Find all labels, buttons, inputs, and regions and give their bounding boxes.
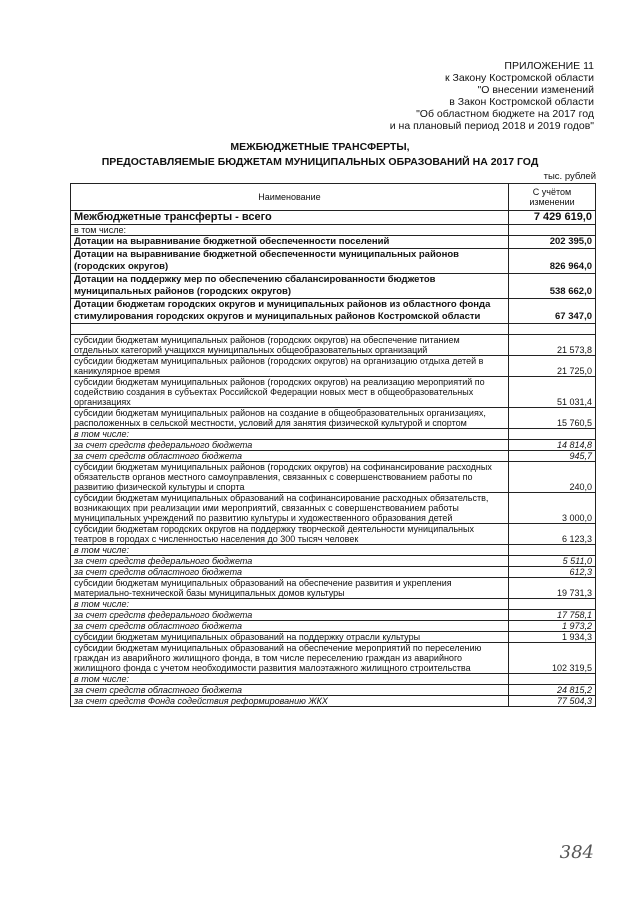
row-amount: 24 815,2 (509, 685, 596, 696)
table-row (71, 462, 596, 493)
row-amount: 945,7 (509, 451, 596, 462)
table-row (71, 324, 596, 335)
row-amount: 1 934,3 (509, 632, 596, 643)
row-name: за счет средств областного бюджета (71, 567, 509, 578)
transfers-table (70, 183, 596, 707)
table-row (71, 451, 596, 462)
appendix-line: "О внесении изменений (477, 84, 594, 96)
row-amount: 612,3 (509, 567, 596, 578)
row-name: за счет средств Фонда содействия реформированию ЖКХ (71, 696, 509, 707)
row-name: в том числе: (71, 545, 509, 556)
row-name: в том числе: (71, 429, 509, 440)
row-name: субсидии бюджетам муниципальных районов (городских округов) на реализацию мероприятий по содействию создания в субъектах Российской Федерации новых мест в общеобразовательных организациях (71, 377, 509, 408)
appendix-line: ПРИЛОЖЕНИЕ 11 (504, 60, 594, 72)
row-name: Дотации на выравнивание бюджетной обеспеченности муниципальных районов (городских округов) (71, 249, 509, 274)
row-amount: 14 814,8 (509, 440, 596, 451)
table-row (71, 599, 596, 610)
row-name: за счет средств областного бюджета (71, 685, 509, 696)
row-name: Дотации на поддержку мер по обеспечению сбалансированности бюджетов муниципальных районов (городских округов) (71, 274, 509, 299)
table-row (71, 299, 596, 324)
row-name: в том числе: (71, 674, 509, 685)
row-amount: 21 725,0 (509, 356, 596, 377)
row-name: субсидии бюджетам муниципальных районов на создание в общеобразовательных организациях, расположенных в сельской местности, условий для занятия физической культурой и спортом (71, 408, 509, 429)
document-title-line2: ПРЕДОСТАВЛЯЕМЫЕ БЮДЖЕТАМ МУНИЦИПАЛЬНЫХ ОБРАЗОВАНИЙ НА 2017 ГОД (101, 156, 539, 168)
row-amount: 5 511,0 (509, 556, 596, 567)
appendix-header (390, 60, 594, 132)
table-row (71, 274, 596, 299)
row-amount: 51 031,4 (509, 377, 596, 408)
row-name: за счет средств областного бюджета (71, 621, 509, 632)
row-name: за счет средств федерального бюджета (71, 440, 509, 451)
table-row (71, 545, 596, 556)
appendix-line: в Закон Костромской области (449, 96, 594, 108)
row-amount: 19 731,3 (509, 578, 596, 599)
table-header-row (71, 184, 596, 211)
row-name: субсидии бюджетам муниципальных образований на поддержку отрасли культуры (71, 632, 509, 643)
row-amount: 1 973,2 (509, 621, 596, 632)
page-number: 384 (559, 842, 594, 863)
row-amount (509, 324, 596, 335)
table-row (71, 524, 596, 545)
table-row (71, 493, 596, 524)
row-name (71, 324, 509, 335)
row-amount (509, 674, 596, 685)
row-amount: 67 347,0 (509, 299, 596, 324)
row-name: Дотации бюджетам городских округов и муниципальных районов из областного фонда стимулирования городских округов и муниципальных районов Костромской области (71, 299, 509, 324)
row-amount (509, 429, 596, 440)
header-name: Наименование (71, 184, 509, 211)
table-row (71, 249, 596, 274)
table-row (71, 610, 596, 621)
table-body (71, 211, 596, 707)
row-amount: 7 429 619,0 (509, 211, 596, 225)
table-row (71, 335, 596, 356)
row-amount: 6 123,3 (509, 524, 596, 545)
row-amount: 17 758,1 (509, 610, 596, 621)
row-name: за счет средств областного бюджета (71, 451, 509, 462)
table-row (71, 674, 596, 685)
row-name: субсидии бюджетам муниципальных образований на обеспечение развития и укрепления материально-технической базы муниципальных домов культуры (71, 578, 509, 599)
row-amount: 240,0 (509, 462, 596, 493)
row-name: в том числе: (71, 225, 509, 236)
table-row (71, 685, 596, 696)
row-name: за счет средств федерального бюджета (71, 610, 509, 621)
table-row (71, 377, 596, 408)
table-row (71, 236, 596, 249)
row-name: субсидии бюджетам муниципальных образований на софинансирование расходных обязательств, возникающих при реализации ими мероприятий, связанных с совершенствованием работы муниципальных учреждений по развитию культуры и художественного образования детей (71, 493, 509, 524)
row-name: в том числе: (71, 599, 509, 610)
row-amount: 538 662,0 (509, 274, 596, 299)
table-row (71, 429, 596, 440)
table-row (71, 356, 596, 377)
row-amount: 77 504,3 (509, 696, 596, 707)
appendix-line: к Закону Костромской области (445, 72, 594, 84)
row-amount: 826 964,0 (509, 249, 596, 274)
table-row (71, 643, 596, 674)
row-name: субсидии бюджетам муниципальных образований на обеспечение мероприятий по переселению граждан из аварийного жилищного фонда, в том числе переселению граждан из аварийного жилищного фонда с учетом необходимости развития малоэтажного жилищного строительства (71, 643, 509, 674)
table-row (71, 632, 596, 643)
table-row (71, 556, 596, 567)
row-amount (509, 225, 596, 236)
row-amount (509, 545, 596, 556)
table-row (71, 567, 596, 578)
row-amount: 202 395,0 (509, 236, 596, 249)
row-amount (509, 599, 596, 610)
table-row (71, 211, 596, 225)
table-row (71, 696, 596, 707)
table-row (71, 440, 596, 451)
units-label: тыс. рублей (543, 171, 596, 182)
row-amount: 102 319,5 (509, 643, 596, 674)
row-name: субсидии бюджетам муниципальных районов (городских округов) на обеспечение питанием отдельных категорий учащихся муниципальных общеобразовательных организаций (71, 335, 509, 356)
table-row (71, 225, 596, 236)
row-name: Межбюджетные трансферты - всего (71, 211, 509, 225)
row-amount: 21 573,8 (509, 335, 596, 356)
appendix-line: и на плановый период 2018 и 2019 годов" (389, 120, 594, 132)
header-amount: С учётом изменении (509, 184, 596, 211)
document-title-line1: МЕЖБЮДЖЕТНЫЕ ТРАНСФЕРТЫ, (230, 141, 410, 153)
table-row (71, 578, 596, 599)
table-row (71, 621, 596, 632)
appendix-line: "Об областном бюджете на 2017 год (416, 108, 594, 120)
row-name: за счет средств федерального бюджета (71, 556, 509, 567)
table-row (71, 408, 596, 429)
row-amount: 15 760,5 (509, 408, 596, 429)
row-name: Дотации на выравнивание бюджетной обеспеченности поселений (71, 236, 509, 249)
row-amount: 3 000,0 (509, 493, 596, 524)
row-name: субсидии бюджетам городских округов на поддержку творческой деятельности муниципальных театров в городах с численностью населения до 300 тысяч человек (71, 524, 509, 545)
row-name: субсидии бюджетам муниципальных районов (городских округов) на организацию отдыха детей в каникулярное время (71, 356, 509, 377)
row-name: субсидии бюджетам муниципальных районов (городских округов) на софинансирование расходных обязательств органов местного самоуправления, связанных с совершенствованием работы по развитию физической культуры и спорта (71, 462, 509, 493)
